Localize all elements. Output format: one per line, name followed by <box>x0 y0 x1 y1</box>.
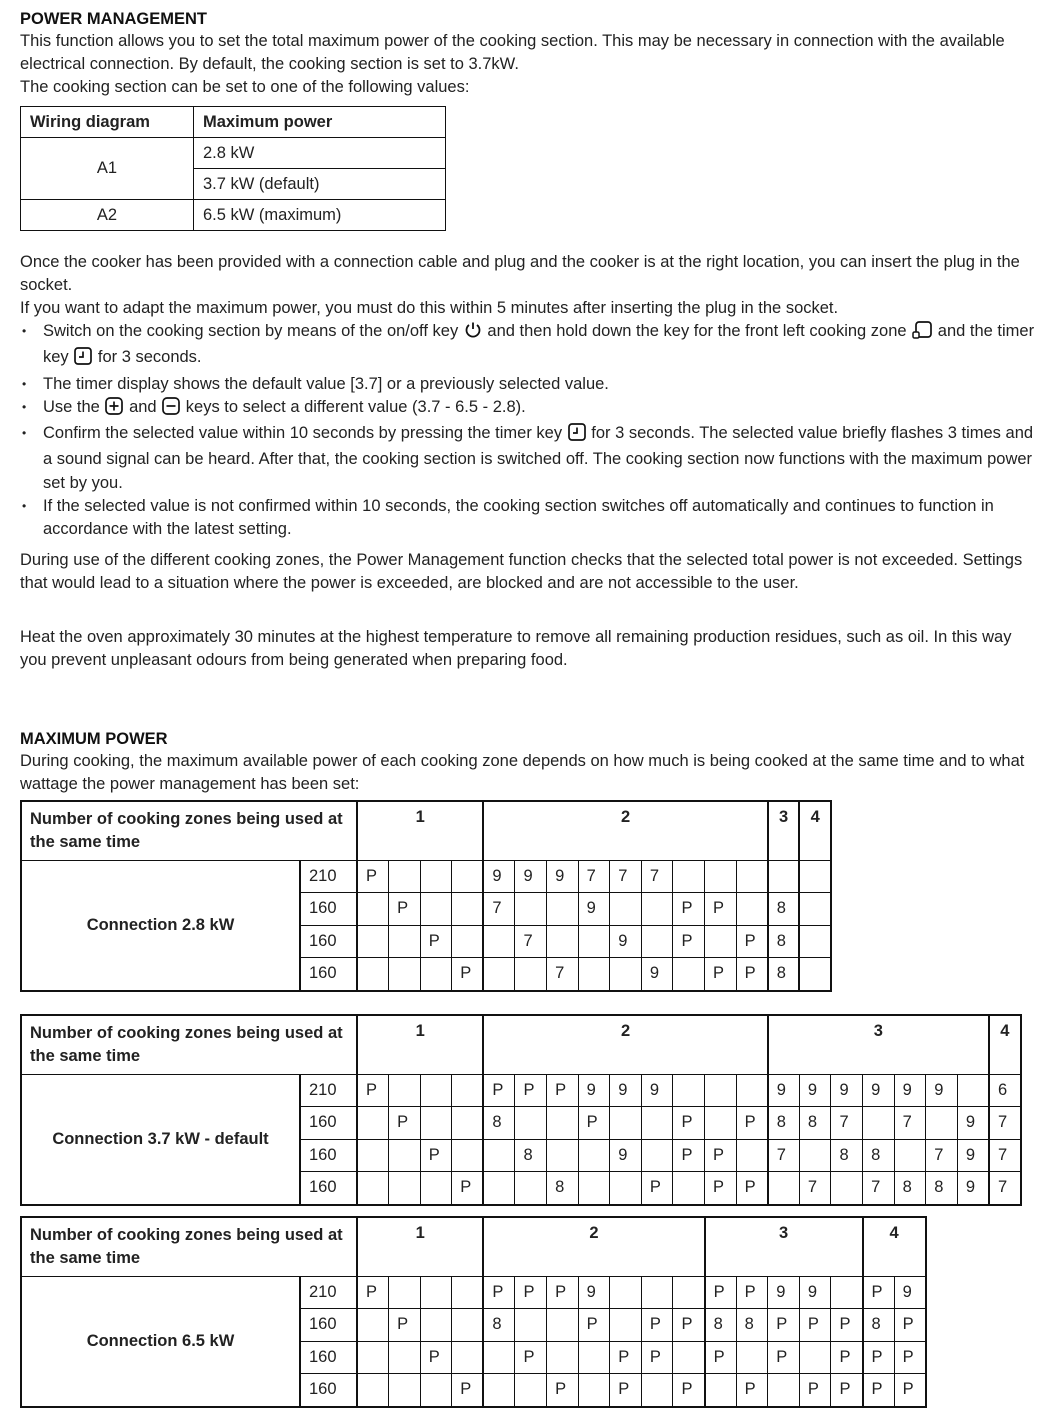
power-level-cell: P <box>673 893 705 926</box>
power-level-cell: P <box>420 1341 452 1374</box>
connection-label: Connection 6.5 kW <box>21 1276 300 1407</box>
power-level-cell: P <box>705 1172 737 1205</box>
power-level-cell <box>578 1374 610 1407</box>
power-level-cell: 8 <box>547 1172 579 1205</box>
power-level-cell: 8 <box>799 1107 831 1140</box>
power-level-cell <box>799 958 831 991</box>
power-level-cell: P <box>736 925 768 958</box>
power-level-cell: P <box>799 1309 831 1342</box>
zones-header: Number of cooking zones being used at the same time <box>21 801 357 861</box>
manual-page <box>20 8 1040 1408</box>
power-level-cell <box>926 1107 958 1140</box>
power-distribution-table <box>20 1014 1022 1206</box>
power-level-cell: P <box>736 1172 768 1205</box>
power-level-cell: P <box>736 1276 768 1309</box>
power-level-cell: 7 <box>989 1172 1021 1205</box>
power-level-cell: P <box>673 1107 705 1140</box>
power-level-cell <box>673 1172 705 1205</box>
power-header: Maximum power <box>194 107 446 138</box>
power-level-cell <box>420 958 452 991</box>
zone-diameter: 160 <box>300 1139 357 1172</box>
power-level-cell <box>705 925 737 958</box>
zone-count-header: 3 <box>768 1015 989 1075</box>
power-level-cell: 7 <box>515 925 547 958</box>
maximum-power-intro: During cooking, the maximum available power of each cooking zone depends on how much is being cooked at the same time and to what wattage the power management has been set: <box>20 751 1025 793</box>
power-level-cell: 9 <box>957 1172 989 1205</box>
power-level-cell: P <box>610 1374 642 1407</box>
paragraph: Heat the oven approximately 30 minutes at the highest temperature to remove all remaining production residues, such as oil. In this way you prevent unpleasant odours from being generated when preparing food. <box>20 627 1012 669</box>
power-level-cell <box>641 1276 673 1309</box>
power-level-cell: P <box>641 1172 673 1205</box>
power-level-cell <box>389 1276 421 1309</box>
zone-count-header: 4 <box>799 801 831 861</box>
power-level-cell <box>452 860 484 893</box>
power-level-cell: 9 <box>831 1074 863 1107</box>
power-level-cell: P <box>705 1341 737 1374</box>
power-level-cell: 9 <box>894 1276 926 1309</box>
power-level-cell: P <box>831 1341 863 1374</box>
power-level-cell: 9 <box>957 1107 989 1140</box>
power-level-cell <box>420 893 452 926</box>
bullet-text: and the timer key <box>43 322 1035 367</box>
power-level-cell <box>705 1074 737 1107</box>
power-level-cell: P <box>483 1276 515 1309</box>
list-item: • Confirm the selected value within 10 seconds by pressing the timer key for 3 seconds. The selected value briefly flashes 3 times and a sound signal can be heard. After that, the cooking section is switched off. The cooking section now functions with the maximum power set by you. <box>20 422 1040 495</box>
power-level-cell <box>420 1107 452 1140</box>
power-level-cell <box>357 1341 389 1374</box>
zone-count-header: 1 <box>357 1217 483 1277</box>
power-level-cell: P <box>673 1139 705 1172</box>
table-row <box>21 1276 926 1309</box>
power-level-cell: P <box>389 1309 421 1342</box>
power-level-cell: 9 <box>610 925 642 958</box>
power-level-cell <box>641 1139 673 1172</box>
power-level-cell <box>420 1074 452 1107</box>
zone-diameter: 160 <box>300 1374 357 1407</box>
maximum-power-title: MAXIMUM POWER <box>20 729 168 748</box>
power-level-cell <box>610 893 642 926</box>
zone-count-header: 2 <box>483 1217 704 1277</box>
power-level-cell: 8 <box>863 1309 895 1342</box>
power-level-cell: P <box>641 1341 673 1374</box>
power-distribution-table <box>20 1216 927 1408</box>
power-level-cell <box>578 1139 610 1172</box>
power-level-cell <box>705 860 737 893</box>
power-level-cell: 8 <box>894 1172 926 1205</box>
power-level-cell <box>799 1139 831 1172</box>
power-level-cell: 9 <box>578 893 610 926</box>
power-level-cell: P <box>894 1341 926 1374</box>
power-level-cell: 9 <box>957 1139 989 1172</box>
power-level-cell: P <box>389 1107 421 1140</box>
power-level-cell: P <box>736 1107 768 1140</box>
zone-count-header: 4 <box>863 1217 926 1277</box>
bullet-text: for 3 seconds. <box>97 348 202 367</box>
power-level-cell <box>389 1374 421 1407</box>
power-value: 3.7 kW (default) <box>194 169 446 200</box>
list-item: • Use the and keys to select a different value (3.7 - 6.5 - 2.8). <box>20 396 1040 422</box>
power-level-cell: P <box>357 1074 389 1107</box>
power-level-cell <box>736 1139 768 1172</box>
power-level-cell: P <box>357 860 389 893</box>
power-level-cell <box>357 1374 389 1407</box>
zone-diameter: 160 <box>300 1309 357 1342</box>
connection-label: Connection 2.8 kW <box>21 860 300 991</box>
power-management-intro: This function allows you to set the total maximum power of the cooking section. This may be necessary in connection with the available electrical connection. By default, the cooking section is set to 3.7kW. <box>20 32 1005 73</box>
power-level-cell: 8 <box>831 1139 863 1172</box>
power-level-cell <box>578 1341 610 1374</box>
power-level-cell: 9 <box>926 1074 958 1107</box>
list-item: • If the selected value is not confirmed within 10 seconds, the cooking section switches off automatically and continues to function in accordance with the latest setting. <box>20 495 1040 542</box>
power-level-cell: P <box>705 958 737 991</box>
power-level-cell: P <box>483 1074 515 1107</box>
paragraph: Once the cooker has been provided with a connection cable and plug and the cooker is at the right location, you can insert the plug in the socket. <box>20 253 1020 294</box>
power-level-cell: P <box>515 1074 547 1107</box>
power-level-cell: 7 <box>989 1107 1021 1140</box>
paragraph: If you want to adapt the maximum power, you must do this within 5 minutes after inserting the plug in the socket. <box>20 299 839 317</box>
power-level-cell <box>389 1139 421 1172</box>
power-level-cell: 7 <box>799 1172 831 1205</box>
power-level-cell <box>357 925 389 958</box>
power-level-cell <box>736 893 768 926</box>
power-level-cell <box>515 1107 547 1140</box>
power-level-cell <box>357 893 389 926</box>
wiring-table <box>20 106 446 231</box>
power-level-cell <box>389 1341 421 1374</box>
power-level-cell <box>673 1074 705 1107</box>
power-level-cell <box>389 1074 421 1107</box>
power-level-cell <box>610 1172 642 1205</box>
power-level-cell <box>957 1074 989 1107</box>
wiring-a2: A2 <box>21 200 194 231</box>
power-level-cell: P <box>705 893 737 926</box>
power-level-cell: 7 <box>578 860 610 893</box>
table-row <box>21 860 831 893</box>
power-level-cell <box>641 893 673 926</box>
power-level-cell <box>357 1107 389 1140</box>
zones-header: Number of cooking zones being used at the same time <box>21 1217 357 1277</box>
zone-diameter: 210 <box>300 1074 357 1107</box>
power-level-cell <box>452 1074 484 1107</box>
zone-count-header: 2 <box>483 1015 767 1075</box>
power-level-cell: 8 <box>768 893 800 926</box>
bullet-text: Switch on the cooking section by means of the on/off key <box>43 322 459 340</box>
power-level-cell <box>483 925 515 958</box>
power-level-cell <box>547 1309 579 1342</box>
power-tables <box>20 800 1040 1408</box>
power-level-cell <box>420 1276 452 1309</box>
power-level-cell: 9 <box>641 958 673 991</box>
power-level-cell: 8 <box>483 1107 515 1140</box>
power-level-cell: 8 <box>483 1309 515 1342</box>
zone-diameter: 160 <box>300 925 357 958</box>
power-level-cell: 7 <box>483 893 515 926</box>
power-level-cell: 8 <box>926 1172 958 1205</box>
zone-count-header: 4 <box>989 1015 1021 1075</box>
power-level-cell: 8 <box>736 1309 768 1342</box>
power-level-cell <box>578 925 610 958</box>
power-level-cell: P <box>357 1276 389 1309</box>
power-level-cell: 8 <box>768 1107 800 1140</box>
power-level-cell <box>389 1172 421 1205</box>
power-level-cell: P <box>863 1276 895 1309</box>
zone-count-header: 2 <box>483 801 767 861</box>
power-level-cell: 9 <box>799 1276 831 1309</box>
zone-diameter: 160 <box>300 958 357 991</box>
power-level-cell: P <box>641 1309 673 1342</box>
power-level-cell: P <box>894 1374 926 1407</box>
power-level-cell <box>547 1107 579 1140</box>
power-level-cell <box>641 1374 673 1407</box>
power-level-cell <box>610 1107 642 1140</box>
power-level-cell <box>420 860 452 893</box>
power-level-cell: P <box>673 1309 705 1342</box>
power-level-cell <box>515 1309 547 1342</box>
power-level-cell: 7 <box>989 1139 1021 1172</box>
power-level-cell: 8 <box>705 1309 737 1342</box>
power-level-cell: 8 <box>515 1139 547 1172</box>
power-level-cell <box>610 1276 642 1309</box>
power-level-cell: P <box>578 1309 610 1342</box>
power-level-cell: 6 <box>989 1074 1021 1107</box>
power-level-cell <box>515 1374 547 1407</box>
power-level-cell <box>420 1172 452 1205</box>
power-level-cell: P <box>831 1309 863 1342</box>
power-level-cell <box>610 958 642 991</box>
power-level-cell: 7 <box>768 1139 800 1172</box>
power-level-cell: P <box>831 1374 863 1407</box>
zone-diameter: 210 <box>300 860 357 893</box>
minus-icon <box>162 397 180 422</box>
power-level-cell <box>483 1341 515 1374</box>
power-level-cell <box>389 860 421 893</box>
power-level-cell: P <box>389 893 421 926</box>
power-level-cell: P <box>673 1374 705 1407</box>
timer-icon <box>74 347 92 372</box>
power-level-cell: 9 <box>578 1074 610 1107</box>
power-level-cell: P <box>547 1276 579 1309</box>
power-level-cell <box>452 1107 484 1140</box>
power-level-cell: P <box>673 925 705 958</box>
power-level-cell: 7 <box>610 860 642 893</box>
connection-label: Connection 3.7 kW - default <box>21 1074 300 1205</box>
power-level-cell <box>736 1341 768 1374</box>
power-level-cell: P <box>547 1374 579 1407</box>
power-level-cell: 7 <box>894 1107 926 1140</box>
instruction-list <box>20 320 1040 542</box>
power-level-cell <box>673 1276 705 1309</box>
zone-count-header: 3 <box>768 801 800 861</box>
power-level-cell <box>389 925 421 958</box>
timer-icon <box>568 423 586 448</box>
power-level-cell <box>483 1172 515 1205</box>
power-level-cell <box>673 1341 705 1374</box>
power-distribution-table <box>20 800 832 992</box>
power-level-cell: 7 <box>831 1107 863 1140</box>
power-level-cell <box>863 1107 895 1140</box>
power-level-cell: P <box>515 1276 547 1309</box>
power-level-cell <box>610 1309 642 1342</box>
power-level-cell: 9 <box>768 1074 800 1107</box>
power-level-cell <box>641 925 673 958</box>
power-level-cell <box>357 1139 389 1172</box>
power-level-cell: 7 <box>926 1139 958 1172</box>
power-level-cell <box>641 1107 673 1140</box>
power-level-cell <box>420 1374 452 1407</box>
power-level-cell <box>736 1074 768 1107</box>
power-level-cell <box>799 1341 831 1374</box>
power-level-cell <box>799 893 831 926</box>
power-level-cell: 9 <box>641 1074 673 1107</box>
power-level-cell: 9 <box>894 1074 926 1107</box>
power-icon <box>464 321 482 346</box>
power-level-cell: P <box>894 1309 926 1342</box>
power-level-cell: 9 <box>863 1074 895 1107</box>
power-level-cell <box>547 893 579 926</box>
power-level-cell: P <box>863 1341 895 1374</box>
power-level-cell: P <box>420 925 452 958</box>
wiring-a1: A1 <box>21 138 194 200</box>
power-level-cell <box>894 1139 926 1172</box>
zone-diameter: 160 <box>300 1172 357 1205</box>
power-level-cell <box>452 1341 484 1374</box>
power-level-cell: 9 <box>483 860 515 893</box>
zone-count-header: 3 <box>705 1217 863 1277</box>
power-level-cell <box>768 860 800 893</box>
power-level-cell: 8 <box>863 1139 895 1172</box>
power-level-cell <box>547 1341 579 1374</box>
power-level-cell: P <box>736 958 768 991</box>
power-level-cell: 7 <box>863 1172 895 1205</box>
power-level-cell <box>452 1139 484 1172</box>
power-level-cell: P <box>547 1074 579 1107</box>
power-level-cell <box>578 958 610 991</box>
power-level-cell <box>483 1374 515 1407</box>
power-level-cell <box>831 1172 863 1205</box>
power-level-cell: 8 <box>768 925 800 958</box>
power-level-cell: P <box>705 1139 737 1172</box>
power-level-cell <box>357 1309 389 1342</box>
power-level-cell: P <box>705 1276 737 1309</box>
zone-diameter: 210 <box>300 1276 357 1309</box>
power-level-cell <box>515 893 547 926</box>
power-level-cell: 9 <box>610 1074 642 1107</box>
power-level-cell <box>673 860 705 893</box>
zone-count-header: 1 <box>357 801 483 861</box>
power-level-cell <box>452 925 484 958</box>
power-level-cell <box>515 1172 547 1205</box>
power-level-cell <box>705 1374 737 1407</box>
power-level-cell <box>452 1276 484 1309</box>
power-level-cell <box>483 958 515 991</box>
power-level-cell: 8 <box>768 958 800 991</box>
power-level-cell <box>799 860 831 893</box>
power-level-cell <box>389 958 421 991</box>
power-management-title: POWER MANAGEMENT <box>20 10 207 28</box>
power-level-cell: 9 <box>515 860 547 893</box>
cooking-zone-icon <box>912 321 932 346</box>
power-level-cell <box>768 1374 800 1407</box>
zone-diameter: 160 <box>300 1107 357 1140</box>
power-level-cell <box>547 925 579 958</box>
power-level-cell: 9 <box>799 1074 831 1107</box>
zones-header: Number of cooking zones being used at the same time <box>21 1015 357 1075</box>
power-level-cell: P <box>768 1309 800 1342</box>
power-level-cell <box>547 1139 579 1172</box>
power-level-cell: 9 <box>547 860 579 893</box>
power-level-cell <box>357 1172 389 1205</box>
power-value: 2.8 kW <box>194 138 446 169</box>
power-level-cell: P <box>515 1341 547 1374</box>
power-level-cell <box>578 1172 610 1205</box>
power-level-cell: 7 <box>547 958 579 991</box>
power-level-cell: P <box>768 1341 800 1374</box>
list-item: • The timer display shows the default value [3.7] or a previously selected value. <box>20 373 1040 396</box>
power-level-cell: 9 <box>610 1139 642 1172</box>
power-level-cell: P <box>736 1374 768 1407</box>
power-level-cell <box>515 958 547 991</box>
bullet-text: and then hold down the key for the front left cooking zone <box>487 322 907 340</box>
zone-diameter: 160 <box>300 1341 357 1374</box>
power-level-cell: P <box>610 1341 642 1374</box>
power-level-cell <box>736 860 768 893</box>
list-item <box>20 320 1040 373</box>
power-management-intro-2: The cooking section can be set to one of the following values: <box>20 78 470 96</box>
power-level-cell <box>357 958 389 991</box>
power-level-cell <box>483 1139 515 1172</box>
plus-icon <box>105 397 123 422</box>
power-level-cell: P <box>452 958 484 991</box>
power-level-cell: P <box>452 1172 484 1205</box>
power-level-cell: 9 <box>578 1276 610 1309</box>
wiring-header: Wiring diagram <box>21 107 194 138</box>
power-level-cell <box>452 893 484 926</box>
power-level-cell <box>705 1107 737 1140</box>
power-value: 6.5 kW (maximum) <box>194 200 446 231</box>
zone-diameter: 160 <box>300 893 357 926</box>
power-level-cell <box>673 958 705 991</box>
power-level-cell <box>799 925 831 958</box>
power-level-cell: P <box>420 1139 452 1172</box>
power-level-cell <box>831 1276 863 1309</box>
power-level-cell: P <box>578 1107 610 1140</box>
power-level-cell: P <box>452 1374 484 1407</box>
power-level-cell <box>420 1309 452 1342</box>
power-level-cell: P <box>799 1374 831 1407</box>
table-row <box>21 1074 1021 1107</box>
power-level-cell: 9 <box>768 1276 800 1309</box>
paragraph: During use of the different cooking zones, the Power Management function checks that the selected total power is not exceeded. Settings that would lead to a situation where the power is exceeded, are blocked and are not accessible to the user. <box>20 550 1023 592</box>
power-level-cell <box>452 1309 484 1342</box>
power-level-cell: 7 <box>641 860 673 893</box>
zone-count-header: 1 <box>357 1015 483 1075</box>
power-level-cell <box>768 1172 800 1205</box>
power-level-cell: P <box>863 1374 895 1407</box>
